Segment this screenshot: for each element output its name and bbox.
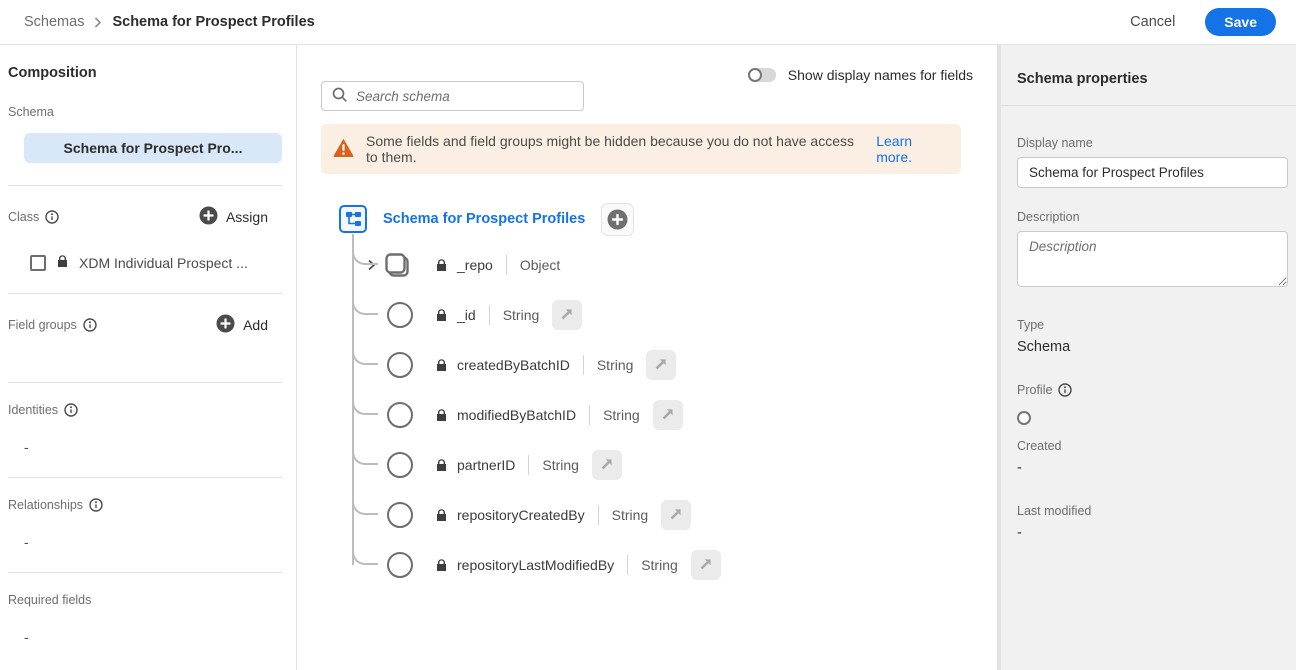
reference-arrow-button[interactable] [646,350,676,380]
tree-branch [352,443,378,465]
search-icon [332,87,348,106]
field-groups-info-icon[interactable] [83,318,97,332]
add-field-group-button[interactable] [216,314,282,336]
composition-sidebar [0,45,297,670]
field-groups-section-label: Field groups [8,318,77,332]
field-row [339,390,973,440]
display-names-toggle-row [748,67,973,83]
relationships-info-icon[interactable] [89,498,103,512]
tree-branch [352,243,378,265]
save-button[interactable]: Save [1205,8,1276,36]
diagonal-arrow-icon [653,356,669,375]
field-row [339,540,973,590]
identities-section-label: Identities [8,403,59,417]
field-name[interactable]: _repo [457,257,493,273]
display-name-label: Display name [1017,136,1093,150]
field-name[interactable]: modifiedByBatchID [457,407,577,423]
string-field-icon[interactable] [387,552,413,578]
field-name[interactable]: _id [457,307,476,323]
relationships-empty-value: - [24,534,29,550]
identities-empty-value: - [24,439,29,455]
string-field-icon[interactable] [387,352,413,378]
profile-label: Profile [1017,383,1053,397]
learn-more-link[interactable]: Learn more. [876,133,913,165]
field-row [339,290,973,340]
description-label: Description [1017,210,1080,224]
diagonal-arrow-icon [559,306,575,325]
display-names-toggle-label: Show display names for fields [787,67,973,83]
warning-text: Some fields and field groups might be hidden because you do not have access to them. [366,133,854,165]
type-value: Schema [1017,339,1071,355]
field-separator [506,255,507,275]
created-label: Created [1017,439,1062,453]
field-separator [598,505,599,525]
top-bar [0,0,1296,45]
search-input[interactable] [356,89,573,104]
tree-branch [352,343,378,365]
cancel-button[interactable]: Cancel [1130,14,1176,30]
assign-class-button[interactable] [199,206,282,228]
schema-canvas [297,45,997,670]
breadcrumb [24,14,315,30]
field-row-repo [339,240,973,290]
selected-schema-item[interactable]: Schema for Prospect Pro... [24,133,282,163]
diagonal-arrow-icon [698,556,714,575]
string-field-icon[interactable] [387,502,413,528]
lock-icon [435,558,448,572]
divider [8,477,282,478]
field-type: String [641,557,678,573]
type-label: Type [1017,318,1045,332]
tree-branch [352,543,378,565]
schema-section-label: Schema [8,105,54,119]
profile-info-icon[interactable] [1058,383,1072,397]
required-fields-section-label: Required fields [8,593,92,607]
field-separator [528,455,529,475]
properties-panel-title: Schema properties [1017,71,1148,87]
reference-arrow-button[interactable] [592,450,622,480]
field-type: String [603,407,640,423]
schema-root-title[interactable]: Schema for Prospect Profiles [383,211,586,227]
composition-title: Composition [8,65,97,81]
lock-icon [435,358,448,372]
divider [8,293,282,294]
tree-branch [352,493,378,515]
class-list-item[interactable] [30,254,282,271]
schema-root-icon [339,205,367,233]
lock-icon [435,308,448,322]
plus-circle-icon [199,206,218,228]
field-type: String [611,507,649,523]
identities-info-icon[interactable] [64,403,78,417]
page-title: Schema for Prospect Profiles [112,14,315,30]
display-names-toggle[interactable] [748,68,776,82]
reference-arrow-button[interactable] [691,550,721,580]
class-item-label: XDM Individual Prospect ... [79,254,248,271]
lock-icon [435,458,448,472]
field-separator [583,355,584,375]
display-name-input[interactable] [1017,157,1288,188]
field-type: String [596,357,634,373]
field-type: String [542,457,579,473]
reference-arrow-button[interactable] [661,500,691,530]
chevron-right-icon [94,17,102,28]
field-separator [589,405,590,425]
last-modified-label: Last modified [1017,504,1092,518]
relationships-section-label: Relationships [8,498,84,512]
class-checkbox[interactable] [30,255,46,271]
reference-arrow-button[interactable] [653,400,683,430]
field-name[interactable]: repositoryCreatedBy [457,507,585,523]
divider [8,572,282,573]
schema-root-row [339,202,973,236]
top-bar-actions [1130,8,1276,36]
schema-properties-panel [997,45,1296,670]
breadcrumb-schemas-link[interactable]: Schemas [24,14,85,30]
field-row [339,440,973,490]
diagonal-arrow-icon [660,406,676,425]
add-label: Add [243,317,268,333]
lock-icon [435,258,448,272]
field-row [339,340,973,390]
field-row [339,490,973,540]
field-name[interactable]: partnerID [457,457,516,473]
field-separator [627,555,628,575]
created-value: - [1017,460,1022,476]
schema-tree [339,202,973,590]
string-field-icon[interactable] [387,302,413,328]
field-type: String [502,307,540,323]
object-field-icon[interactable] [383,251,411,279]
diagonal-arrow-icon [668,506,684,525]
access-warning-banner [321,124,961,174]
divider [8,382,282,383]
field-name[interactable]: repositoryLastModifiedBy [457,557,615,573]
lock-icon [435,508,448,522]
reference-arrow-button[interactable] [552,300,582,330]
string-field-icon[interactable] [387,452,413,478]
warning-triangle-icon [333,138,354,160]
field-type: Object [519,257,561,273]
lock-icon [435,408,448,422]
tree-branch [352,293,378,315]
description-input[interactable] [1017,231,1288,287]
schema-search-box [321,81,584,111]
class-info-icon[interactable] [45,210,59,224]
field-name[interactable]: createdByBatchID [457,357,570,373]
diagonal-arrow-icon [599,456,615,475]
add-field-button[interactable] [601,203,634,236]
field-separator [489,305,490,325]
lock-icon [56,254,69,271]
tree-branch [352,393,378,415]
required-fields-empty-value: - [24,629,29,645]
assign-label: Assign [225,209,268,225]
plus-circle-icon [216,314,235,336]
divider [8,185,282,186]
string-field-icon[interactable] [387,402,413,428]
last-modified-value: - [1017,525,1022,541]
class-section-label: Class [8,210,40,224]
